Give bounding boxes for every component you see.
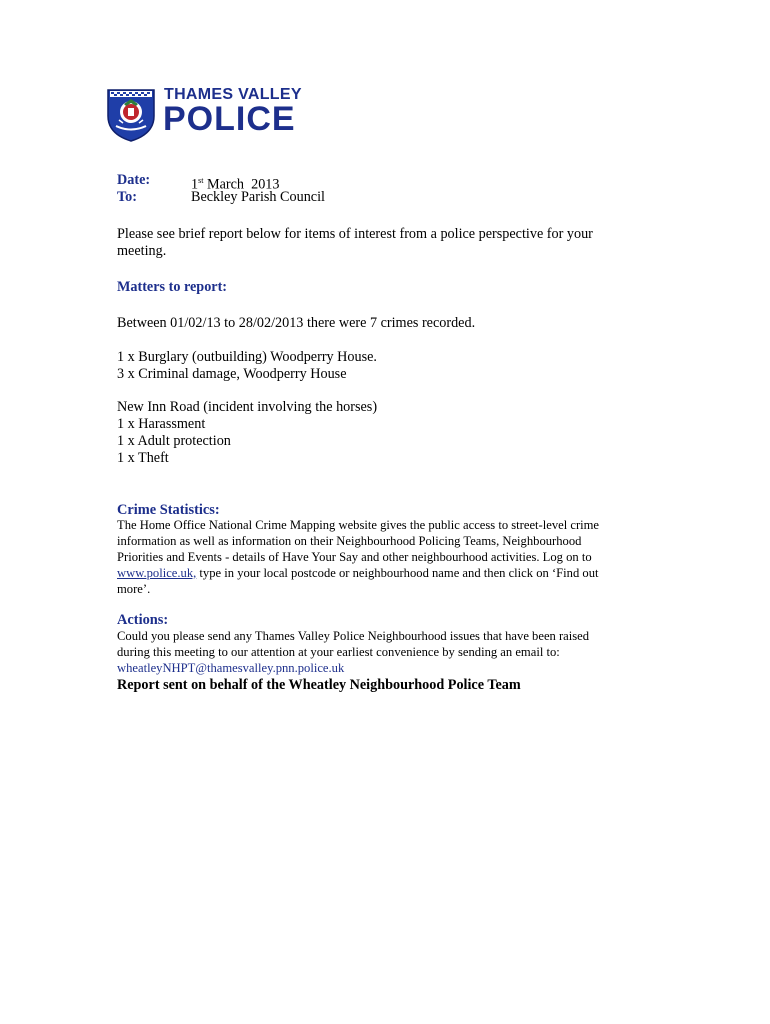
list-item: 1 x Burglary (outbuilding) Woodperry House. — [117, 349, 377, 365]
intro-line-2: meeting. — [117, 243, 167, 259]
police-uk-link[interactable]: www.police.uk, — [117, 566, 197, 580]
intro-line-1: Please see brief report below for items of interest from a police perspective for your — [117, 226, 593, 242]
thames-valley-police-logo — [106, 86, 346, 142]
list-item: 1 x Harassment — [117, 416, 206, 432]
logo-title-line1: THAMES VALLEY — [164, 86, 302, 103]
crime-stats-line-3: Priorities and Events - details of Have Your Say and other neighbourhood activities. Log on to — [117, 550, 592, 564]
crime-statistics-heading: Crime Statistics: — [117, 502, 220, 518]
crime-stats-line-5: more’. — [117, 582, 151, 596]
crime-stats-line-1: The Home Office National Crime Mapping website gives the public access to street-level crime — [117, 518, 600, 532]
actions-line-1: Could you please send any Thames Valley Police Neighbourhood issues that have been raised — [117, 629, 590, 643]
email-link[interactable]: wheatleyNHPT@thamesvalley.pnn.police.uk — [117, 661, 345, 675]
list-item: 1 x Adult protection — [117, 433, 231, 449]
list-item: New Inn Road (incident involving the horses) — [117, 399, 378, 415]
crime-stats-line-4: www.police.uk, type in your local postcode or neighbourhood name and then click on ‘Find out — [117, 566, 599, 580]
list-item: 1 x Theft — [117, 450, 169, 466]
to-value: Beckley Parish Council — [191, 189, 325, 205]
actions-line-2: during this meeting to our attention at your earliest convenience by sending an email to: — [117, 645, 560, 659]
logo-title-line2: POLICE — [163, 100, 296, 138]
date-row — [117, 172, 280, 193]
crime-stats-line-2: information as well as information on their Neighbourhood Policing Teams, Neighbourhood — [117, 534, 582, 548]
police-crest-icon — [106, 86, 156, 142]
signoff: Report sent on behalf of the Wheatley Neighbourhood Police Team — [117, 677, 521, 693]
actions-heading: Actions: — [117, 612, 169, 628]
matters-heading: Matters to report: — [117, 279, 228, 295]
to-row — [117, 189, 325, 206]
date-value: 1st March 2013 — [191, 176, 280, 193]
date-label: Date: — [117, 172, 151, 188]
crime-summary: Between 01/02/13 to 28/02/2013 there were 7 crimes recorded. — [117, 315, 476, 331]
list-item: 3 x Criminal damage, Woodperry House — [117, 366, 347, 382]
to-label: To: — [117, 189, 137, 205]
